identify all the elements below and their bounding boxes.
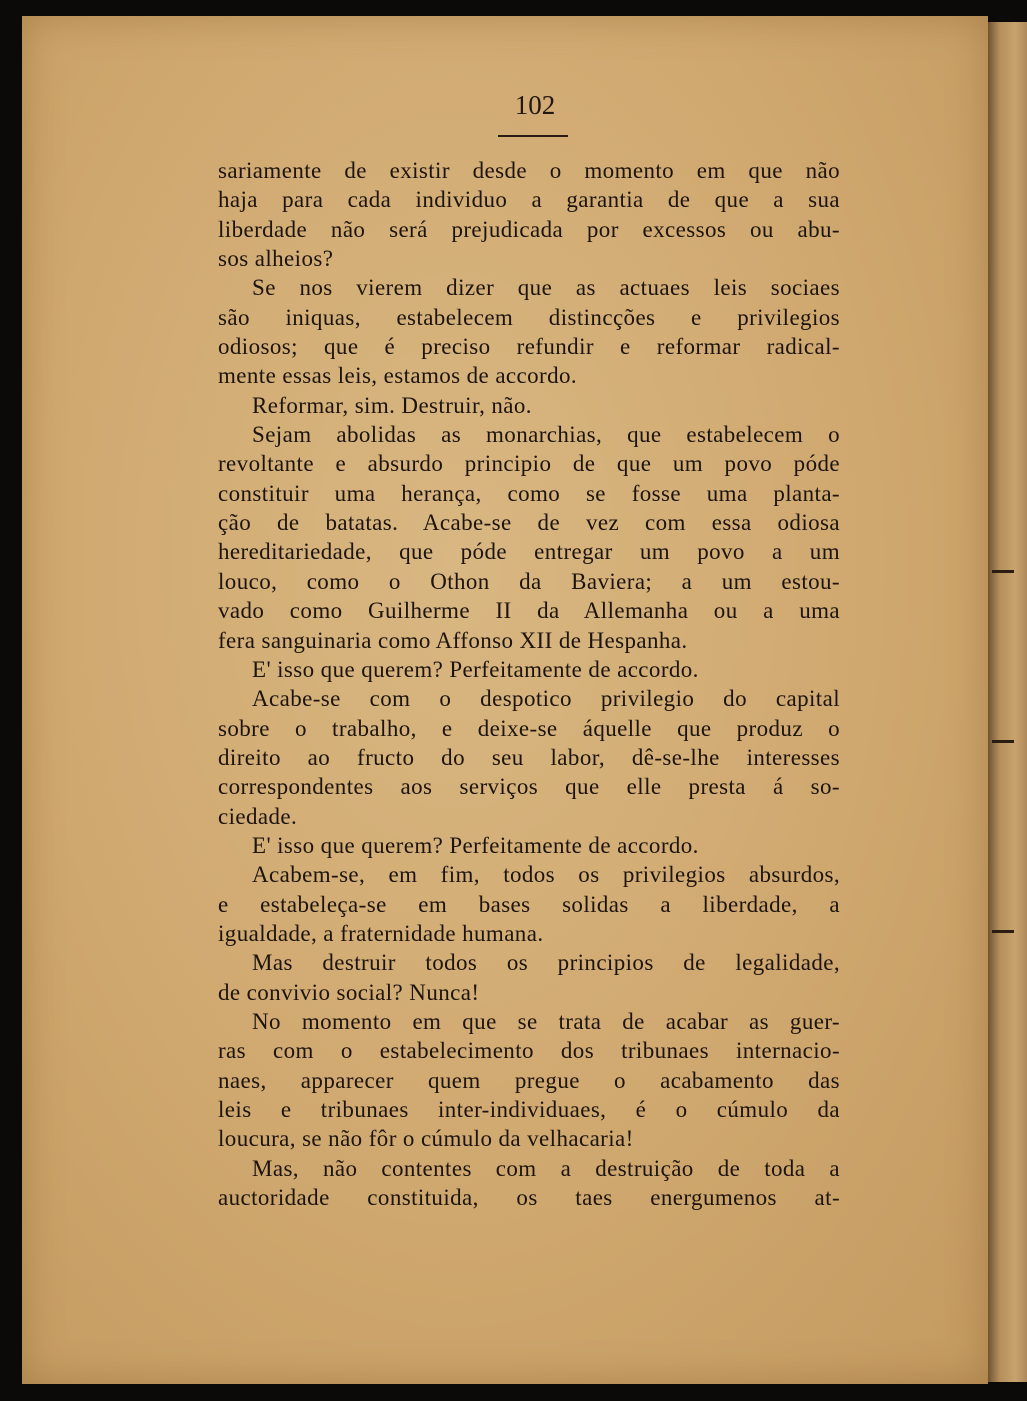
text-line: ras com o estabelecimento dos tribunaes internacio- — [218, 1038, 840, 1064]
header-rule — [498, 135, 568, 137]
body-text — [218, 156, 840, 1212]
text-line: vado como Guilherme II da Allemanha ou a uma — [218, 598, 840, 624]
text-line: loucura, se não fôr o cúmulo da velhacaria! — [218, 1126, 634, 1152]
text-line: E' isso que querem? Perfeitamente de accordo. — [252, 656, 699, 682]
page-number: 102 — [514, 90, 556, 120]
text-line: sos alheios? — [218, 246, 334, 272]
text-line: Reformar, sim. Destruir, não. — [252, 392, 532, 418]
text-line: naes, apparecer quem pregue o acabamento das — [218, 1067, 840, 1093]
text-line: correspondentes aos serviços que elle presta á so- — [218, 774, 840, 800]
text-line: ciedade. — [218, 803, 298, 829]
text-line: No momento em que se trata de acabar as guer- — [252, 1008, 840, 1034]
adjacent-page-edge — [988, 22, 1027, 1382]
text-line: sobre o trabalho, e deixe-se áquelle que produz o — [218, 715, 840, 741]
text-line: ção de batatas. Acabe-se de vez com essa odiosa — [218, 510, 840, 536]
text-line: são iniquas, estabelecem distincções e privilegios — [218, 304, 840, 330]
text-line: haja para cada individuo a garantia de que a sua — [218, 187, 840, 213]
text-line: Acabe-se com o despotico privilegio do capital — [252, 686, 840, 712]
page-edge-mark — [992, 570, 1014, 573]
text-line: hereditariedade, que póde entregar um povo a um — [218, 539, 840, 565]
text-line: Se nos vierem dizer que as actuaes leis sociaes — [252, 275, 840, 301]
text-line: Acabem-se, em fim, todos os privilegios absurdos, — [252, 862, 840, 888]
text-line: direito ao fructo do seu labor, dê-se-lhe interesses — [218, 744, 840, 770]
text-line: e estabeleça-se em bases solidas a liberdade, a — [218, 891, 840, 917]
text-line: mente essas leis, estamos de accordo. — [218, 363, 578, 389]
text-line: odiosos; que é preciso refundir e reformar radical- — [218, 334, 840, 360]
text-line: Mas destruir todos os principios de legalidade, — [252, 950, 840, 976]
text-line: Sejam abolidas as monarchias, que estabelecem o — [252, 422, 840, 448]
page-edge-mark — [992, 930, 1014, 933]
page-edge-mark — [992, 740, 1014, 743]
text-line: liberdade não será prejudicada por excessos ou abu- — [218, 216, 840, 242]
text-line: sariamente de existir desde o momento em que não — [218, 158, 840, 183]
text-line: E' isso que querem? Perfeitamente de accordo. — [252, 832, 699, 858]
text-line: revoltante e absurdo principio de que um povo póde — [218, 451, 840, 477]
text-line: fera sanguinaria como Affonso XII de Hespanha. — [218, 627, 688, 653]
text-line: louco, como o Othon da Baviera; a um estou- — [218, 568, 840, 594]
text-line: constituir uma herança, como se fosse uma planta- — [218, 480, 840, 506]
text-line: de convivio social? Nunca! — [218, 979, 480, 1005]
text-line: igualdade, a fraternidade humana. — [218, 920, 544, 946]
text-line: auctoridade constituida, os taes energumenos at- — [218, 1185, 840, 1211]
text-line: leis e tribunaes inter-individuaes, é o cúmulo da — [218, 1097, 840, 1122]
text-line: Mas, não contentes com a destruição de toda a — [252, 1155, 840, 1181]
